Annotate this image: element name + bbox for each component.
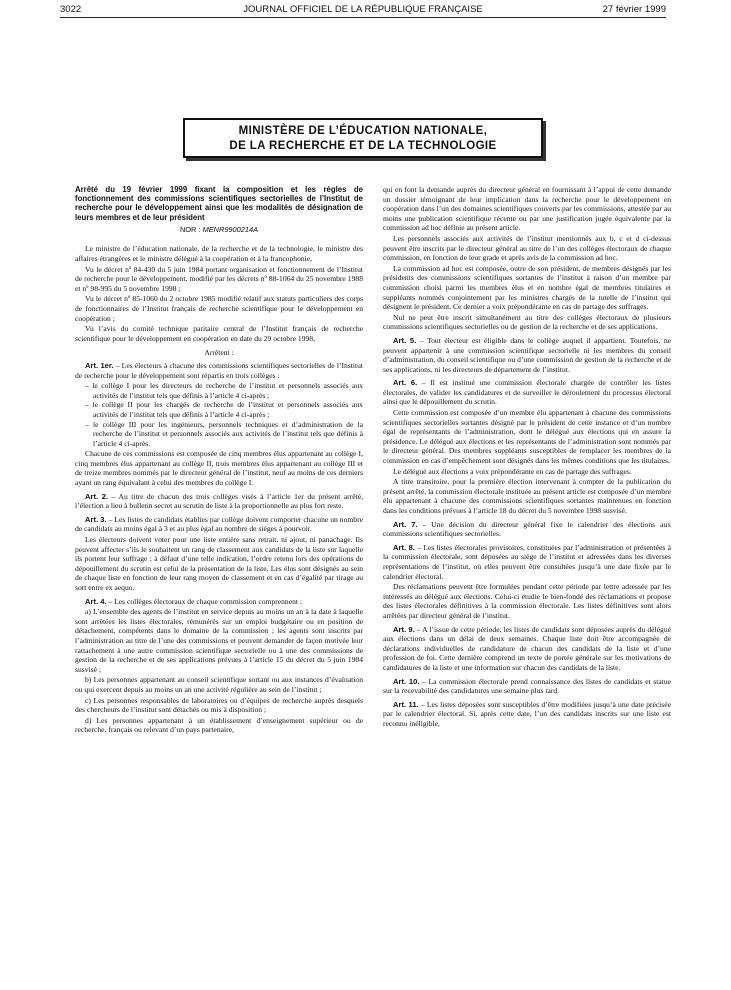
nor-label: NOR : <box>179 224 201 234</box>
article-10-label: Art. 10. <box>393 676 420 686</box>
article-4-a: a) L’ensemble des agents de l’institut en service depuis au moins un an à la date à laquelle sont arrêtées les listes électorales, rémunérés sur un emploi budgétaire ou en position de détachement, compétents dans le domaine de la commission ; les agents sont inscrits par l’administration au titre de l’une des commissions et peuvent demander de façon motivée leur rattachement à une autre commission scientifique sectorielle ou à une des commissions de gestion de la recherche et de ses applications prévues à l’article 15 du décret du 5 juin 1984 susvisé ; <box>75 607 363 674</box>
article-4-b: b) Les personnes appartenant au conseil scientifique sortant ou aux instances d’évaluation ou qui exercent depuis au moins un an une activité régulière au sein de l’institut ; <box>75 675 363 694</box>
arretent-heading: Arrêtent : <box>204 348 234 358</box>
article-3-label: Art. 3. <box>85 514 107 524</box>
article-7-label: Art. 7. <box>393 519 418 529</box>
ad-hoc-commission: La commission ad hoc est composée, outre de son président, de membres désignés par les présidents des commissions scientifiques sortantes de l’institut à raison d’un membre par commission choisi parmi les membres élus et en nombre égal de membres titulaires et suppléants nommés conjointement par les ministres chargés de la tutelle de l’institut qui désignent le président. Ce dernier a voix prépondérante en cas de partage des suffrages. <box>383 263 671 312</box>
article-8-text: – Les listes électorales provisoires, constituées par l’administration et présentées à la commission électorale, sont déposées au siège de l’institut et adressées dans les diverses représentations de l’institut, où elles peuvent être consultées jusqu’à une date fixée par le calendrier électoral. <box>383 542 671 581</box>
header-rule <box>60 17 666 18</box>
article-4-c: c) Les personnes responsables de laboratoires ou d’équipes de recherche auprès desquels des chercheurs de l’institut sont détachés ou mis à disposition ; <box>75 695 363 715</box>
single-registration: Nul ne peut être inscrit simultanément au titre des collèges électoraux de plusieurs commissions scientifiques sectorielles ou de gestion de la recherche et de ses applications. <box>383 312 671 332</box>
article-2-label: Art. 2. <box>85 491 109 501</box>
article-9-label: Art. 9. <box>393 624 415 634</box>
article-6-label: Art. 6. <box>393 378 418 388</box>
article-4-label: Art. 4. <box>85 596 107 606</box>
article-6-text: – Il est institué une commission électorale chargée de contrôler les listes électorales, de valider les candidatures et de surveiller le déroulement du processus électoral ainsi que le dépouillement du scrutin. <box>383 378 671 407</box>
article-8 <box>383 543 671 581</box>
article-4 <box>75 597 363 607</box>
article-7 <box>383 520 671 539</box>
article-1-composition: Chacune de ces commissions est composée de cinq membres élus appartenant au collège I, cinq membres élus appartenant au collège II, trois membres élus appartenant au collège III et de treize membres nommés par le directeur général de l’institut, neuf au moins de ces derniers ayant un rang équivalant à celui des membres du collège I. <box>75 449 363 488</box>
preamble-ministers: Le ministre de l’éducation nationale, de la recherche et de la technologie, le ministre des affaires étrangères et le ministre délégué à la coopération et à la francophonie, <box>75 244 363 263</box>
article-4-text: – Les collèges électoraux de chaque commission comprennent : <box>106 596 303 606</box>
list-item: – le collège II pour les chargés de recherche de l’institut et personnels associés aux activités de l’institut tels que définis à l’article 4 ci-après ; <box>75 400 363 419</box>
nor-code: MENR9900214A <box>202 224 259 234</box>
ministry-line-1: MINISTÈRE DE L’ÉDUCATION NATIONALE, <box>238 125 488 137</box>
issue-date: 27 février 1999 <box>602 4 666 15</box>
article-11 <box>383 700 671 729</box>
article-1-text: – Les électeurs à chacune des commissions scientifiques sectorielles de l’Institut de recherche pour le développement sont répartis en trois collèges : <box>75 360 363 380</box>
article-3-voting: Les électeurs doivent voter pour une liste entière sans retrait, ni ajout, ni panachage. Ils peuvent affecter s’ils le souhaitent un rang de classement aux candidats de la liste sur laquelle ils portent leur suffrage ; à défaut d’une telle indication, l’ordre retenu lors des opérations de dépouillement du scrutin est celui de la présentation de la liste. Les élus sont désignés au sein de chaque liste en fonction de leur rang moyen de classement et en cas d’égalité par tirage au sort entre ex aequo. <box>75 535 363 592</box>
article-5-text: – Tout électeur est éligible dans le collège auquel il appartient. Toutefois, ne peuvent appartenir à une commission scientifique sectorielle ni les membres du conseil d’administration, du conseil scientifique ou d’une commission de gestion de la recherche et de ses applications, ni les directeurs de département de l’institut. <box>383 335 671 374</box>
article-10 <box>383 677 671 696</box>
article-6-casting-vote: Le délégué aux élections a voix prépondérante en cas de partage des suffrages. <box>393 466 632 476</box>
article-2-text: – Au titre de chacun des trois collèges visés à l’article 1er du présent arrêté, l’élection a lieu à bulletin secret au scrutin de liste à la proportionnelle au plus fort reste. <box>75 491 363 511</box>
article-5 <box>383 336 671 374</box>
article-6 <box>383 378 671 407</box>
article-7-text: – Une décision du directeur général fixe le calendrier des élections aux commissions scientifiques sectorielles. <box>383 519 671 539</box>
right-column <box>383 185 671 729</box>
article-11-label: Art. 11. <box>393 699 419 709</box>
article-10-text: – La commission électorale prend connaissance des listes de candidats et statue sur la recevabilité des candidatures une semaine plus tard. <box>383 676 671 696</box>
ministry-line-2: DE LA RECHERCHE ET DE LA TECHNOLOGIE <box>229 140 497 152</box>
college-list <box>75 381 363 448</box>
article-9 <box>383 625 671 673</box>
article-8-claims: Des réclamations peuvent être formulées pendant cette période par lettre adressée par les intéressés au délégué aux élections. Celui-ci étudie le bien-fondé des réclamations et propose des listes électorales définitives à la commission électorale. Les listes définitives sont alors arrêtées par directeur général de l’institut. <box>383 582 671 620</box>
list-item: – le collège I pour les directeurs de recherche de l’institut et personnels associés aux activités de l’institut tels que définis à l’article 4 ci-après ; <box>75 381 363 400</box>
article-2 <box>75 492 363 511</box>
visa-decree-1985: Vu le décret nº 85-1060 du 2 octobre 1985 modifié relatif aux statuts particuliers des corps de fonctionnaires de l’Institut français de recherche scientifique pour le développement en coopération ; <box>75 294 363 323</box>
visa-decree-1984: Vu le décret nº 84-430 du 5 juin 1984 portant organisation et fonctionnement de l’Institut de recherche pour le développement, modifié par les décrets nº 88-1064 du 25 novembre 1988 et nº 98-995 du 5 novembre 1998 ; <box>75 264 363 293</box>
article-9-text: – A l’issue de cette période, les listes de candidats sont déposées auprès du délégué aux élections dans un délai de deux semaines. Chaque liste doit être accompagnée de déclarations individuelles de candidature de chacun des candidats de la liste et d’une profession de foi. Cette dernière comprend un texte de portée générale sur les motivations de candidatures de la liste et une information sur chacun des candidats de la liste. <box>383 624 671 672</box>
article-3-text: – Les listes de candidats établies par collège doivent comporter chacune un nombre de candidats au moins égal à 3 et au plus égal au nombre de sièges à pourvoir. <box>75 514 363 534</box>
article-5-label: Art. 5. <box>393 335 417 345</box>
nor-reference <box>75 225 363 235</box>
list-item: – le collège III pour les ingénieurs, personnels techniques et d’administration de la recherche de l’institut et personnels associés aux activités de l’institut tels que définis à l’article 4 ci-après. <box>75 420 363 449</box>
ministry-box <box>183 118 543 158</box>
associated-personnel: Les personnels associés aux activités de l’institut mentionnés aux b, c et d ci-dessus peuvent être inscrits par le directeur général au titre de l’un des collèges électoraux de chaque commission, en fonction de leur grade et après avis de la commission ad hoc. <box>383 233 671 263</box>
article-3 <box>75 515 363 534</box>
article-6-transitional: A titre transitoire, pour la première élection intervenant à compter de la publication du présent arrêté, la commission électorale instituée au présent article est composée d’un membre élu appartenant à chacune des commissions scientifiques sortantes maintenues en fonction dans les conditions prévues à l’article 18 du décret du 5 novembre 1998 susvisé. <box>383 477 671 515</box>
running-header <box>60 4 666 18</box>
decree-title: Arrêté du 19 février 1999 fixant la composition et les règles de fonctionnement des commissions scientifiques sectorielles de l’Institut de recherche pour le développement ainsi que les modalités de désignation de leurs membres et de leur président <box>75 185 363 222</box>
article-1-label: Art. 1er. <box>85 360 114 370</box>
article-6-composition: Cette commission est composée d’un membre élu appartenant à chacune des commissions scientifiques sectorielles sortantes désigné par le président de cette instance et d’un nombre égal de représentants de l’administration, dont le délégué aux élections qui en assure la présidence. Le délégué aux élections et les représentants de l’administration sont nommés par le directeur général. Des membres suppléants susceptibles de remplacer les membres de la commission en cas d’empêchement sont désignés dans les mêmes conditions que les titulaires. <box>383 408 671 466</box>
journal-title: JOURNAL OFFICIEL DE LA RÉPUBLIQUE FRANÇAISE <box>243 4 483 15</box>
article-4-d: d) Les personnes appartenant à un établissement d’enseignement supérieur ou de recherche, français ou relevant d’un pays partenaire, <box>75 715 363 735</box>
article-4-continuation: qui en font la demande auprès du directeur général en fournissant à l’appui de cette demande un dossier témoignant de leur implication dans la recherche pour le développement en coopération dans l’un des domaines scientifiques couverts par les commissions, attestée par au moins une publication scientifique récente ou par une justification jugée équivalente par la commission ad hoc définie au présent article. <box>383 185 671 233</box>
page-number: 3022 <box>60 4 82 15</box>
left-column <box>75 185 363 736</box>
visa-committee-opinion: Vu l’avis du comité technique paritaire central de l’Institut français de recherche scientifique pour le développement en coopération en date du 29 octobre 1998, <box>75 324 363 343</box>
article-11-text: – Les listes déposées sont susceptibles d’être modifiées jusqu’à une date précisée par le calendrier électoral. Si, après cette date, l’un des candidats inscrits sur une liste est reconnu inéligible, <box>383 699 671 728</box>
article-1 <box>75 361 363 380</box>
article-8-label: Art. 8. <box>393 542 415 552</box>
